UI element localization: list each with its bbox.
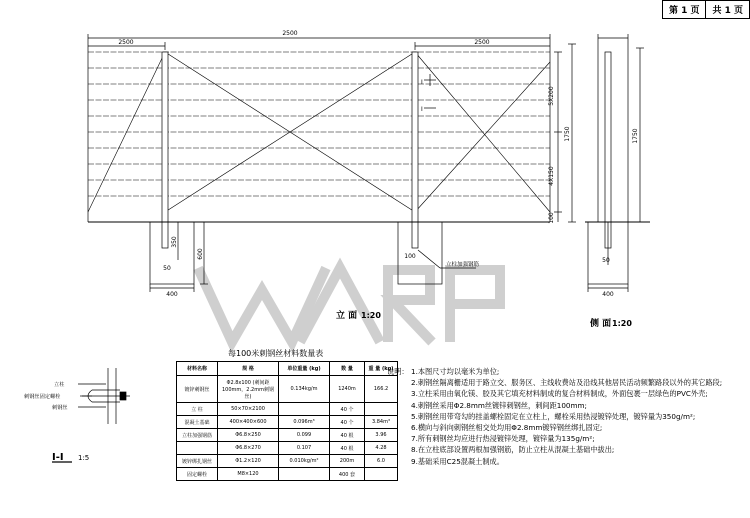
cell: Φ6.8×270 <box>218 442 279 455</box>
section-mark-upper: I <box>421 79 423 86</box>
cell: 200m <box>330 455 365 468</box>
dim-upper-part: 5X200 <box>548 86 555 106</box>
elevation-view <box>88 34 576 292</box>
note-item: 7.所有刺钢丝均应进行热浸镀锌处理，镀锌量为135g/m²; <box>411 434 595 444</box>
cell: 4.28 <box>365 442 398 455</box>
footing-left <box>150 222 194 284</box>
dim-footing-depth: 600 <box>197 248 204 260</box>
note-item: 2.刺钢丝隔离栅适用于路立交、服务区、主线收费站及沿线其他居民活动频繁路段以外的其它路段; <box>411 378 723 388</box>
cell: 40 个 <box>330 416 365 429</box>
note-item: 9.基础采用C25混凝土制成。 <box>411 456 504 466</box>
cell: 立 柱 <box>177 403 218 416</box>
notes-block <box>387 366 747 467</box>
side-title: 侧 面 <box>590 319 612 329</box>
elevation-title: 立 面 <box>336 311 358 321</box>
section-detail <box>78 368 130 424</box>
cell: M8×120 <box>218 468 279 481</box>
cell: Φ6.8×250 <box>218 429 279 442</box>
cell: 0.096m³ <box>279 416 330 429</box>
cell: 40 个 <box>330 403 365 416</box>
side-base-size: 50 <box>602 257 610 264</box>
note-item: 5.刺钢丝用带弯勾的挂盖螺栓固定在立柱上，螺栓采用热浸镀锌处理，镀锌量为350g/m²; <box>411 411 696 421</box>
note-item: 8.在立柱底部设置两根加强钢筋，防止立柱从混凝土基础中拔出; <box>411 445 615 455</box>
cell: 40 根 <box>330 429 365 442</box>
table-row <box>177 429 398 442</box>
cell <box>177 442 218 455</box>
header-spec: 规 格 <box>218 362 279 376</box>
barbed-wire-strands <box>88 52 550 196</box>
header-material: 材料名称 <box>177 362 218 376</box>
cell: 6.0 <box>365 455 398 468</box>
dim-post-size: 50 <box>163 265 171 272</box>
post-right <box>412 52 418 248</box>
section-labels <box>24 380 68 411</box>
dim-top-span: 2500 <box>282 30 298 37</box>
note-item: 6.横向与斜向刺钢丝相交处均用Φ2.8mm镀锌钢丝绑扎固定; <box>411 423 603 433</box>
cell: 400×400×600 <box>218 416 279 429</box>
watermark <box>198 268 500 342</box>
cell: 镀锌绑扎钢丝 <box>177 455 218 468</box>
side-footing-width: 400 <box>602 291 614 298</box>
section-label-post: 立柱 <box>54 382 65 388</box>
header-quantity: 数 量 <box>330 362 365 376</box>
table-row <box>177 455 398 468</box>
table-row <box>177 376 398 403</box>
note-item: 1.本图尺寸均以毫米为单位; <box>411 367 500 376</box>
callout-reinforcement: 立柱加强钢筋 <box>446 262 480 268</box>
page-total: 共 1 页 <box>705 1 749 18</box>
section-mark-lower: I <box>421 106 423 113</box>
notes-list <box>387 366 747 467</box>
cell <box>279 468 330 481</box>
dim-embed-depth: 350 <box>171 236 178 248</box>
cell: 3.96 <box>365 429 398 442</box>
cell <box>279 403 330 416</box>
cell: 镀锌刺钢丝 <box>177 376 218 403</box>
section-scale: 1:5 <box>78 454 90 462</box>
section-label-wire: 刺钢丝 <box>52 405 68 411</box>
dim-right-segment: 2500 <box>474 39 490 46</box>
dim-base-size: 100 <box>404 253 416 260</box>
dim-left-segment: 2500 <box>118 39 134 46</box>
cell: 立柱加强钢筋 <box>177 429 218 442</box>
post-left <box>162 52 168 248</box>
dim-footing-width: 400 <box>166 291 178 298</box>
cell: 50×70×2100 <box>218 403 279 416</box>
cell: 混凝土基础 <box>177 416 218 429</box>
table-header-row <box>177 362 398 376</box>
cell: Φ1.2×120 <box>218 455 279 468</box>
cell: 166.2 <box>365 376 398 403</box>
cell: 0.107 <box>279 442 330 455</box>
cell: 40 根 <box>330 442 365 455</box>
side-view <box>585 34 650 292</box>
side-post <box>605 52 611 248</box>
table-row <box>177 403 398 416</box>
section-title: I-I <box>52 452 64 463</box>
cell <box>365 468 398 481</box>
header-weight: 重 量 (kg) <box>365 362 398 376</box>
table-row <box>177 468 398 481</box>
cell: 固定螺栓 <box>177 468 218 481</box>
cell: 3.84m³ <box>365 416 398 429</box>
header-unit-weight: 单位重量 (kg) <box>279 362 330 376</box>
cell: Φ2.8x100 (刺间距100mm，2.2mm刺钢丝) <box>218 376 279 403</box>
note-item: 3.立柱采用由氧化镁、胶及其它填充材料制成的复合材料制成，外面包裹一层绿色的PVC外壳; <box>411 389 708 399</box>
cell: 0.099 <box>279 429 330 442</box>
page-number: 第 1 页 <box>668 6 700 16</box>
section-label-bolt: 刺钢丝固定螺栓 <box>24 394 61 400</box>
table-row <box>177 416 398 429</box>
cell: 0.134kg/m <box>279 376 330 403</box>
cell: 0.010kg/m² <box>279 455 330 468</box>
table-title: 每100米刺钢丝材料数量表 <box>228 349 324 358</box>
note-item: 4.刺钢丝采用Φ2.8mm丝镀锌刺钢丝，刺间距100mm; <box>411 400 587 410</box>
table-row <box>177 442 398 455</box>
notes-label: 说明： <box>387 367 409 376</box>
material-table <box>176 361 398 481</box>
dim-lower-part: 4X150 <box>548 166 555 186</box>
dim-height-total: 1750 <box>564 126 571 142</box>
cell: 1240m <box>330 376 365 403</box>
side-height-label: 1750 <box>632 128 639 144</box>
dim-bottom-gap: 100 <box>548 212 555 224</box>
cell: 400 套 <box>330 468 365 481</box>
elevation-scale: 1:20 <box>361 311 381 320</box>
side-scale: 1:20 <box>612 319 632 328</box>
